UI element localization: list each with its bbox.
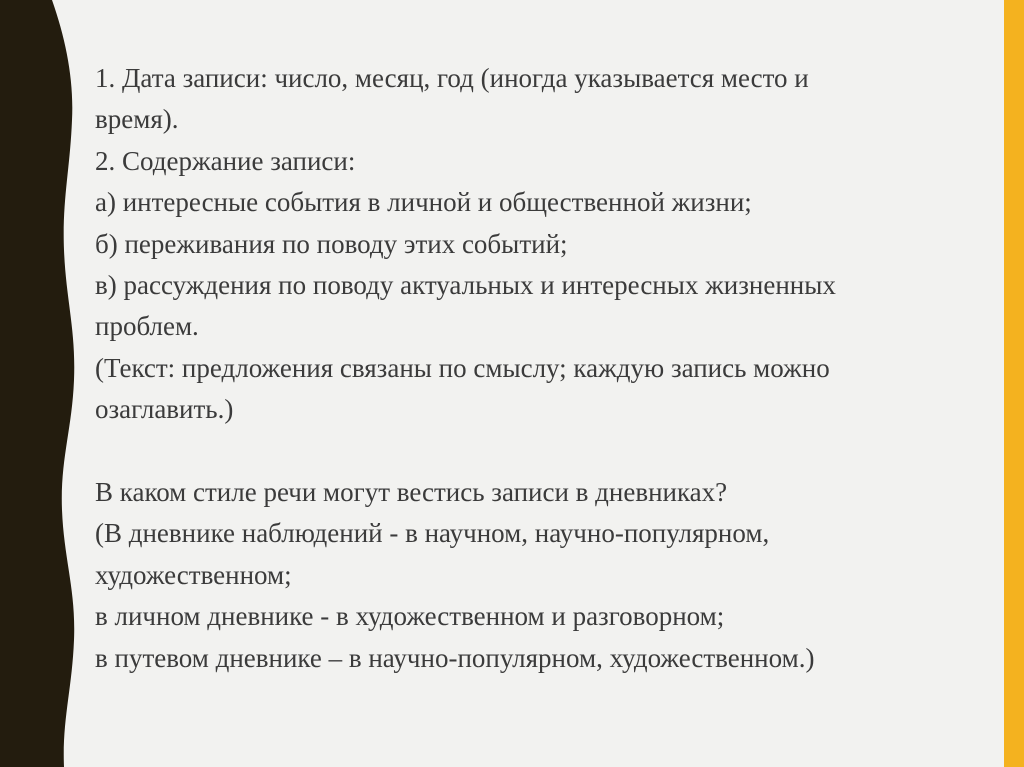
text-line: озаглавить.)	[95, 394, 234, 425]
text-line: 1. Дата записи: число, месяц, год (иногда указывается место и	[95, 63, 809, 93]
diary-structure-block	[95, 58, 1010, 431]
text-line: а) интересные события в личной и общественной жизни;	[95, 187, 752, 218]
text-line: 2. Содержание записи:	[95, 145, 356, 176]
text-line: художественном;	[95, 559, 292, 590]
slide-text	[95, 58, 1010, 679]
text-line: (В дневнике наблюдений - в научном, научно-популярном,	[95, 518, 770, 549]
text-line: в путевом дневнике – в научно-популярном, художественном.)	[95, 642, 815, 673]
text-line: в личном дневнике - в художественном и разговорном;	[95, 601, 725, 632]
text-line: время).	[95, 104, 179, 135]
text-line: (Текст: предложения связаны по смыслу; каждую запись можно	[95, 352, 830, 383]
speech-style-block	[95, 472, 1010, 679]
question-line: В каком стиле речи могут вестись записи в дневниках?	[95, 477, 728, 508]
text-line: в) рассуждения по поводу актуальных и интересных жизненных	[95, 270, 836, 301]
wavy-left-border	[0, 0, 80, 767]
spacer	[95, 431, 1010, 472]
text-line: проблем.	[95, 311, 199, 342]
text-line: б) переживания по поводу этих событий;	[95, 228, 568, 259]
